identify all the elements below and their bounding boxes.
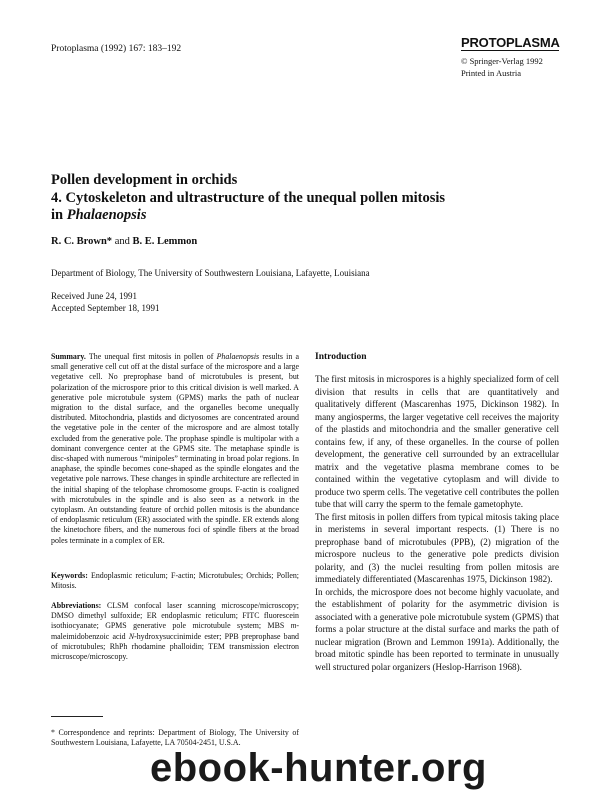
intro-paragraph-2: The first mitosis in pollen differs from typical mitosis taking place in meristems in several important respects. (1) There is no preprophase band of microtubules (PPB), (2) migration of the microspore nucleus to the generative pole predicts division polarity, and (3) the nuclei resulting from pollen mitosis are immediately differentiated (Mascarenhas 1975, Dickinson 1982). xyxy=(315,511,559,584)
authors xyxy=(51,236,197,247)
keywords-label: Keywords: xyxy=(51,571,88,580)
author-and: and xyxy=(112,236,133,247)
printed-line: Printed in Austria xyxy=(461,68,521,78)
title-line-2: 4. Cytoskeleton and ultrastructure of the unequal pollen mitosis xyxy=(51,189,446,206)
intro-paragraph-3: In orchids, the microspore does not become highly vacuolate, and the establishment of polarity for the asymmetric division is associated with a generative pole microtubule system (GPMS) that forms a polar structure at the distal surface and marks the path of nuclear migration (Brown and Lemmon 1991a). Additionally, the broad mitotic spindle has been reported to terminate in unusually well structured polar organizers (Heslop-Harrison 1968). xyxy=(315,586,559,672)
introduction-body xyxy=(315,373,559,673)
abbreviations-italic-n: N xyxy=(128,631,135,641)
abbreviations-text-c: -hydroxysuccinimide ester; PPB preprophase band of microtubules; RhPh rhodamine phalloidin; TEM transmission electron microscope/microscopy. xyxy=(51,631,299,662)
article-title xyxy=(51,172,551,225)
abstract-text-a: The unequal first mitosis in pollen of xyxy=(85,352,217,361)
abbreviations-text-b: -maleimidobenzoic acid xyxy=(51,621,299,641)
abbreviations-text-a: CLSM confocal laser scanning microscope/microscopy; DMSO dimethyl sulfoxide; ER endoplasmic reticulum; FITC fluorescein isothiocyanate; GPMS generative pole microtubule system; MBS xyxy=(51,601,299,631)
publisher-info xyxy=(461,55,543,79)
keywords xyxy=(51,571,299,591)
abbreviations xyxy=(51,601,299,662)
abstract-text-b: results in a small generative cell cut off at the distal surface of the microspore and a large vegetative cell. No preprophase band of microtubules is present, but polarization of the microspore prior to this critical division is well marked. A generative pole microtubule system (GPMS) marks the path of nuclear migration to the distal surface, and the organelles become unequally distributed. Mitochondria, plastids and dictyosomes are concentrated around the vegetative pole in the center of the microspore and are almost totally excluded from the generative pole. The prophase spindle is multipolar with a dominant convergence center at the GPMS site. The metaphase spindle is disc-shaped with numerous “minipoles” terminating in broad polar regions. In anaphase, the spindle becomes cone-shaped as the spindle elongates and the vegetative pole narrows. These changes in spindle architecture are reflected in the initial shaping of the telophase chromosome groups. F-actin is coaligned with microtubules in the spindle and is also seen as a network in the cytoplasm. An outstanding feature of orchid pollen mitosis is the abundance of endoplasmic reticulum (ER) associated with the spindle. ER extends along the kinetochore fibers, and the numerous foci of spindle fibers at the broad poles terminate in a complex of ER. xyxy=(51,352,299,545)
title-line-3 xyxy=(51,207,551,225)
watermark: ebook-hunter.org xyxy=(150,746,487,790)
abstract xyxy=(51,352,299,546)
title-line-1: Pollen development in orchids xyxy=(51,172,238,188)
journal-rule xyxy=(461,50,559,51)
dates xyxy=(51,291,159,314)
title-prefix: in xyxy=(51,207,67,223)
author-2: B. E. Lemmon xyxy=(132,236,198,247)
abbreviations-label: Abbreviations: xyxy=(51,601,102,610)
abstract-label: Summary. xyxy=(51,352,86,361)
intro-paragraph-1: The first mitosis in microspores is a highly specialized form of cell division that results in cells that are quantitatively and qualitatively different (Mascarenhas 1975, Dickinson 1982). In many angiosperms, the larger vegetative cell receives the majority of the plastids and mitochondria and the smaller generative cell contains few, if any, of these organelles. In the course of pollen development, the generative cell surrounded by an extracellular matrix and the vegetative plasma membrane comes to be contained within the vegetative cytoplasm and will divide to produce two sperm cells. The vegetative cell contributes the pollen tube that will carry the sperm to the female gametophyte. xyxy=(315,374,559,509)
journal-name: PROTOPLASMA xyxy=(461,35,560,50)
footnote: * Correspondence and reprints: Department of Biology, The University of Southwestern Louisiana, Lafayette, LA 70504-2451, U.S.A. xyxy=(51,728,299,748)
abstract-genus: Phalaenopsis xyxy=(216,352,260,361)
introduction-heading: Introduction xyxy=(315,352,367,362)
received-date: Received June 24, 1991 xyxy=(51,291,137,301)
title-genus: Phalaenopsis xyxy=(66,207,147,223)
footnote-rule xyxy=(51,716,103,717)
accepted-date: Accepted September 18, 1991 xyxy=(51,302,160,313)
copyright-line: © Springer-Verlag 1992 xyxy=(461,56,543,66)
affiliation: Department of Biology, The University of Southwestern Louisiana, Lafayette, Louisiana xyxy=(51,268,370,278)
journal-citation: Protoplasma (1992) 167: 183–192 xyxy=(51,44,182,54)
keywords-text: Endoplasmic reticulum; F-actin; Microtubules; Orchids; Pollen; Mitosis. xyxy=(51,571,299,591)
author-1: R. C. Brown* xyxy=(51,236,113,247)
abbreviations-italic-m: m xyxy=(290,621,297,631)
